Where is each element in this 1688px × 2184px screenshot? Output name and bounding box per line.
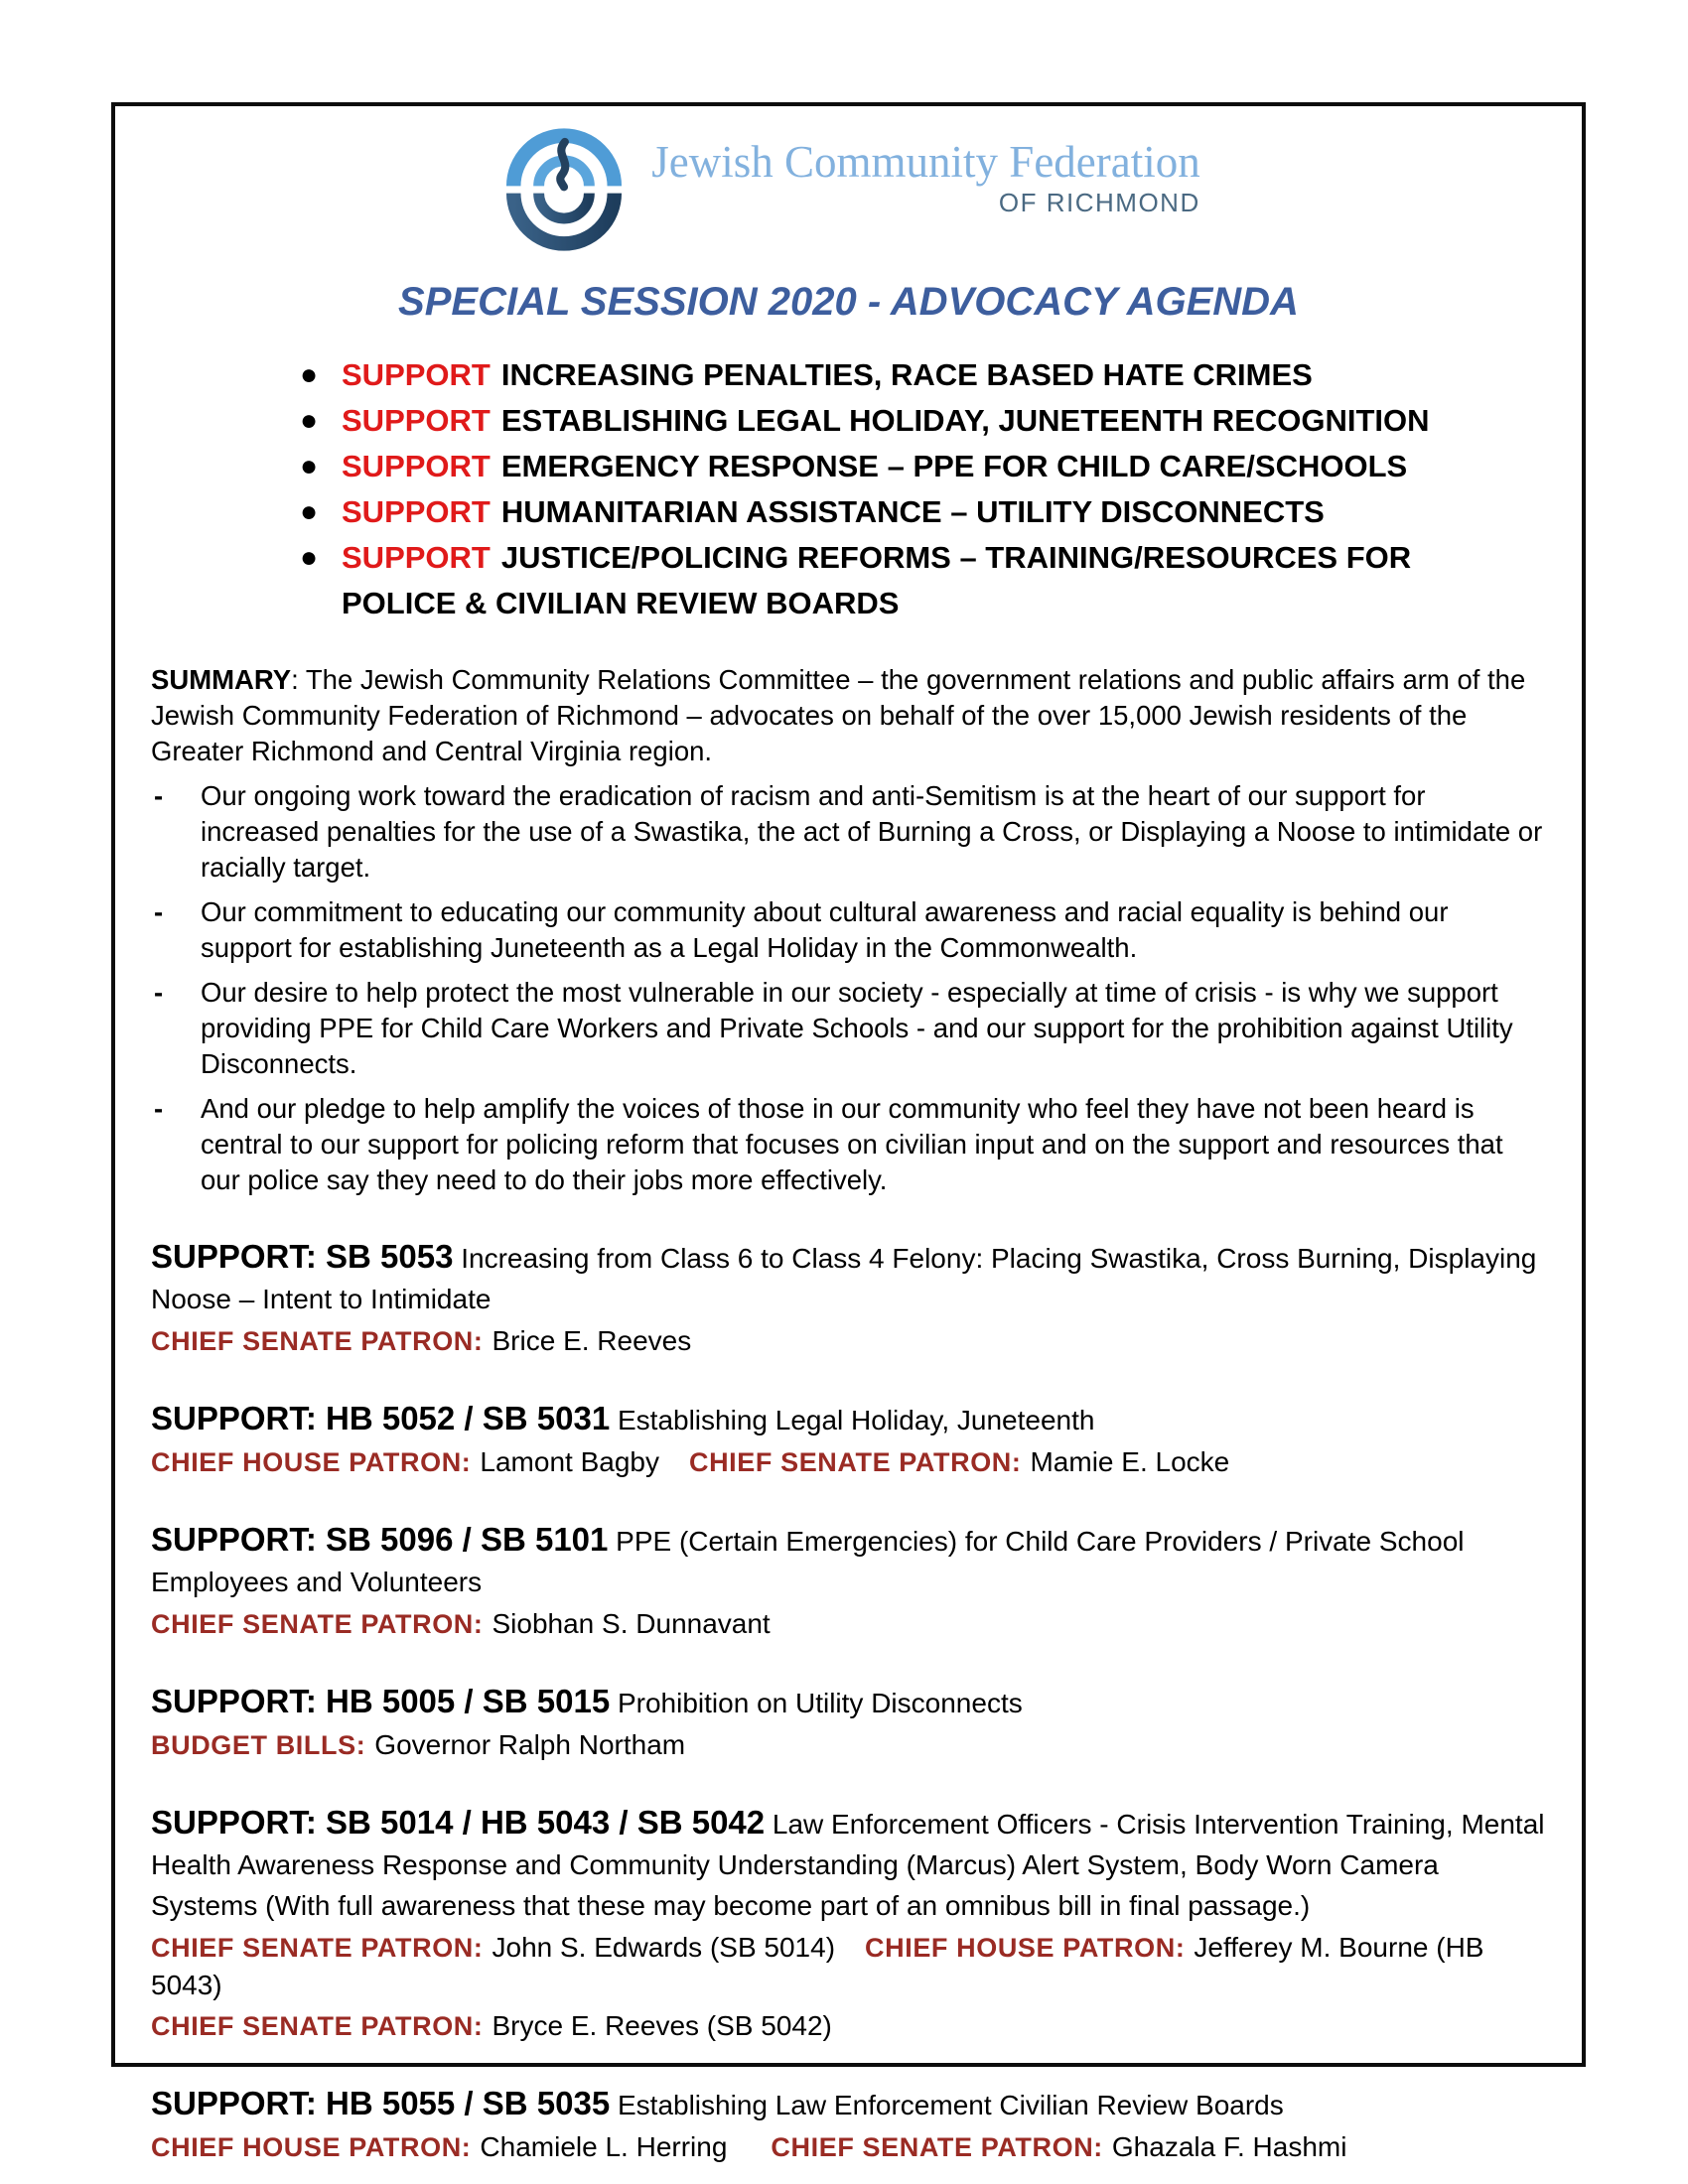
section-line [151,1398,1546,1440]
bill-section-sb5096-sb5101 [151,1519,1546,1643]
section-description: Prohibition on Utility Disconnects [617,1688,1023,1718]
patron-line [151,2007,1546,2045]
patron-name: Mamie E. Locke [1030,1446,1230,1477]
summary-paragraph [151,662,1546,769]
bullet-item [300,444,1477,489]
dash-text: Our desire to help protect the most vulnerable in our society - especially at time of crisis - is why we support providing PPE for Child Care Workers and Private Schools - and our support for the prohibition against Utility Disconnects. [201,977,1513,1079]
patron-label: CHIEF HOUSE PATRON: [865,1933,1186,1963]
bill-section-sb5053 [151,1236,1546,1360]
bill-section-sb5014-hb5043-sb5042 [151,1802,1546,2045]
section-description: Law Enforcement Officers - Crisis Intervention Training, Mental Health Awareness Response and Community Understanding (Marcus) Alert System, Body Worn Camera Systems (With full awareness that these may become part of an omnibus bill in final passage.) [151,1809,1545,1921]
support-label: SUPPORT [342,357,491,392]
section-description: PPE (Certain Emergencies) for Child Care Providers / Private School Employees and Volunteers [151,1526,1465,1597]
dash-text: Our ongoing work toward the eradication of racism and anti-Semitism is at the heart of our support for increased penalties for the use of a Swastika, the act of Burning a Cross, or Displaying a Noose to intimidate or racially target. [201,780,1543,883]
logo-text [651,136,1199,217]
patron-name: John S. Edwards (SB 5014) [492,1932,836,1963]
patron-line [151,1443,1546,1481]
section-heading: SUPPORT: SB 5014 / HB 5043 / SB 5042 [151,1804,766,1841]
support-label: SUPPORT [342,403,491,438]
bill-section-hb5005-sb5015 [151,1681,1546,1764]
patron-label: CHIEF HOUSE PATRON: [151,2132,472,2162]
section-line [151,1236,1546,1319]
bullet-text: HUMANITARIAN ASSISTANCE – UTILITY DISCONNECTS [500,494,1325,529]
dash-item [151,894,1546,966]
bullet-content [342,535,1477,626]
patron-line [151,2128,1546,2166]
bullet-content [342,352,1313,398]
section-heading: SUPPORT: SB 5096 / SB 5101 [151,1521,609,1558]
bullet-content [342,398,1430,444]
bullet-text: INCREASING PENALTIES, RACE BASED HATE CRIMES [500,357,1313,392]
dash-marker: - [154,1093,164,1124]
dash-text: Our commitment to educating our community about cultural awareness and racial equality is behind our support for establishing Juneteenth as a Legal Holiday in the Commonwealth. [201,896,1449,963]
section-heading: SUPPORT: HB 5055 / SB 5035 [151,2085,611,2121]
section-line [151,1681,1546,1723]
page-title: SPECIAL SESSION 2020 - ADVOCACY AGENDA [398,280,1299,324]
summary-text: : The Jewish Community Relations Committee – the government relations and public affairs arm of the Jewish Community Federation of Richmond – advocates on behalf of the over 15,000 Jewish residents of the Greater Richmond and Central Virginia region. [151,664,1526,766]
dash-item [151,1091,1546,1198]
bill-section-hb5055-sb5035 [151,2083,1546,2166]
bullet-text: ESTABLISHING LEGAL HOLIDAY, JUNETEENTH RECOGNITION [500,403,1430,438]
section-heading: SUPPORT: HB 5005 / SB 5015 [151,1683,611,1719]
summary-label: SUMMARY [151,664,292,695]
bullet-item [300,398,1477,444]
bullet-dot: ● [300,404,319,437]
support-label: SUPPORT [342,494,491,529]
dash-marker: - [154,780,164,811]
menorah-icon [496,120,632,259]
patron-label: CHIEF SENATE PATRON: [151,2011,484,2041]
dash-item [151,975,1546,1082]
section-line [151,1802,1546,1926]
patron-label: CHIEF SENATE PATRON: [151,1609,484,1639]
bullet-item [300,489,1477,535]
dash-marker: - [154,977,164,1008]
patron-line [151,1605,1546,1643]
bullet-dot: ● [300,541,319,574]
section-heading: SUPPORT: HB 5052 / SB 5031 [151,1400,611,1436]
bullet-item [300,535,1477,626]
summary-point-list [151,778,1546,1198]
federation-logo [151,120,1546,263]
patron-line [151,1322,1546,1360]
dash-item [151,778,1546,886]
patron-label: CHIEF SENATE PATRON: [151,1326,484,1356]
patron-name: Jefferey M. Bourne (HB 5043) [151,1932,1484,2000]
bullet-dot: ● [300,358,319,391]
agenda-bullet-list [300,352,1477,626]
support-label: SUPPORT [342,540,491,575]
patron-name: Ghazala F. Hashmi [1111,2131,1347,2162]
bullet-content [342,489,1325,535]
dash-text: And our pledge to help amplify the voices of those in our community who feel they have not been heard is central to our support for policing reform that focuses on civilian input and on the support and resources that our police say they need to do their jobs more effectively. [201,1093,1503,1195]
patron-label: BUDGET BILLS: [151,1730,366,1760]
section-line [151,1519,1546,1602]
patron-name: Lamont Bagby [480,1446,659,1477]
bullet-item [300,352,1477,398]
patron-name: Bryce E. Reeves (SB 5042) [492,2010,832,2041]
section-description: Increasing from Class 6 to Class 4 Felony: Placing Swastika, Cross Burning, Displaying Noose – Intent to Intimidate [151,1243,1537,1314]
patron-line [151,1726,1546,1764]
bill-section-hb5052-sb5031 [151,1398,1546,1481]
document-page [111,102,1586,2162]
bullet-text: JUSTICE/POLICING REFORMS – TRAINING/RESOURCES FOR POLICE & CIVILIAN REVIEW BOARDS [342,540,1412,620]
section-line [151,2083,1546,2125]
patron-label: CHIEF HOUSE PATRON: [151,1447,472,1477]
bullet-content [342,444,1407,489]
patron-label: CHIEF SENATE PATRON: [771,2132,1103,2162]
logo-org-sub: OF RICHMOND [998,188,1200,217]
patron-name: Brice E. Reeves [492,1325,692,1356]
bullet-dot: ● [300,495,319,528]
patron-label: CHIEF SENATE PATRON: [151,1933,484,1963]
section-description: Establishing Legal Holiday, Juneteenth [617,1405,1095,1435]
patron-label: CHIEF SENATE PATRON: [688,1447,1022,1477]
patron-name: Chamiele L. Herring [480,2131,728,2162]
bullet-dot: ● [300,450,319,482]
logo-org-name: Jewish Community Federation [651,137,1200,187]
patron-line [151,1929,1546,2004]
section-description: Establishing Law Enforcement Civilian Review Boards [617,2090,1284,2120]
dash-marker: - [154,896,164,927]
bullet-text: EMERGENCY RESPONSE – PPE FOR CHILD CARE/SCHOOLS [500,449,1408,483]
patron-name: Siobhan S. Dunnavant [492,1608,771,1639]
section-heading: SUPPORT: SB 5053 [151,1238,454,1275]
support-label: SUPPORT [342,449,491,483]
patron-name: Governor Ralph Northam [374,1729,686,1760]
